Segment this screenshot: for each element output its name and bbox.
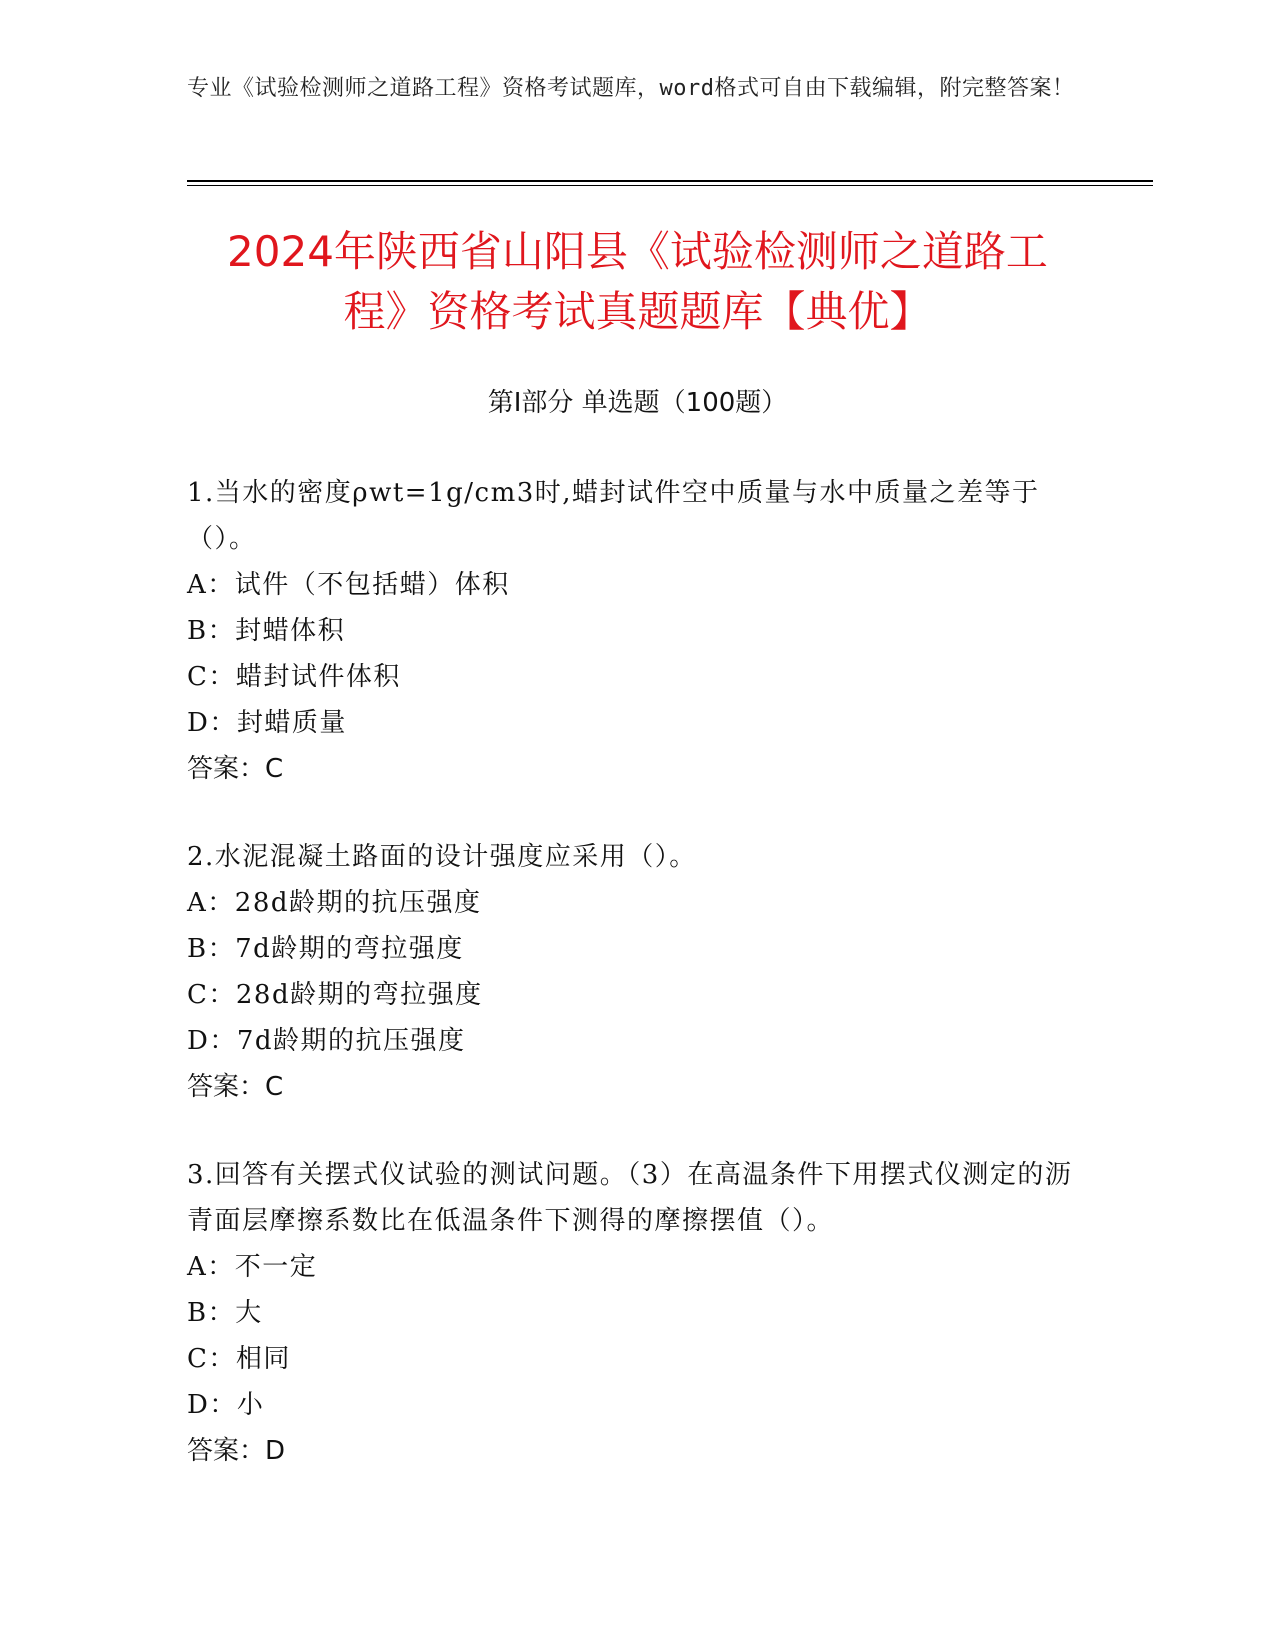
option-b: B：封蜡体积 (187, 616, 346, 646)
answer: 答案：C (187, 754, 284, 784)
option-a: A：不一定 (187, 1252, 318, 1282)
option-d: D：封蜡质量 (187, 708, 347, 738)
title-line-1: 2024年陕西省山阳县《试验检测师之道路工 (227, 227, 1048, 276)
option-b: B：大 (187, 1298, 263, 1328)
question-1 (187, 470, 1087, 792)
title-line-2: 程》资格考试真题题库【典优】 (343, 287, 932, 336)
header-note: 专业《试验检测师之道路工程》资格考试题库，word格式可自由下载编辑，附完整答案！ (187, 76, 1075, 101)
question-stem: 2.水泥混凝土路面的设计强度应采用（）。 (187, 842, 697, 872)
answer: 答案：C (187, 1072, 284, 1102)
option-b: B：7d龄期的弯拉强度 (187, 934, 464, 964)
question-list (187, 470, 1087, 1516)
document-title (150, 222, 1125, 342)
option-a: A：28d龄期的抗压强度 (187, 888, 482, 918)
option-a: A：试件（不包括蜡）体积 (187, 570, 510, 600)
question-stem: 3.回答有关摆式仪试验的测试问题。（3）在高温条件下用摆式仪测定的沥青面层摩擦系数比在低温条件下测得的摩擦摆值（）。 (187, 1160, 1073, 1236)
question-2 (187, 834, 1087, 1110)
option-d: D：7d龄期的抗压强度 (187, 1026, 466, 1056)
answer: 答案：D (187, 1436, 286, 1466)
option-c: C：相同 (187, 1344, 291, 1374)
section-title: 第Ⅰ部分 单选题（100题） (487, 388, 788, 418)
header-divider-thick (187, 180, 1153, 182)
question-3 (187, 1152, 1087, 1474)
header-divider-thin (187, 185, 1153, 186)
question-stem: 1.当水的密度ρwt=1g/cm3时,蜡封试件空中质量与水中质量之差等于（）。 (187, 478, 1040, 554)
option-c: C：28d龄期的弯拉强度 (187, 980, 483, 1010)
option-d: D：小 (187, 1390, 265, 1420)
option-c: C：蜡封试件体积 (187, 662, 401, 692)
